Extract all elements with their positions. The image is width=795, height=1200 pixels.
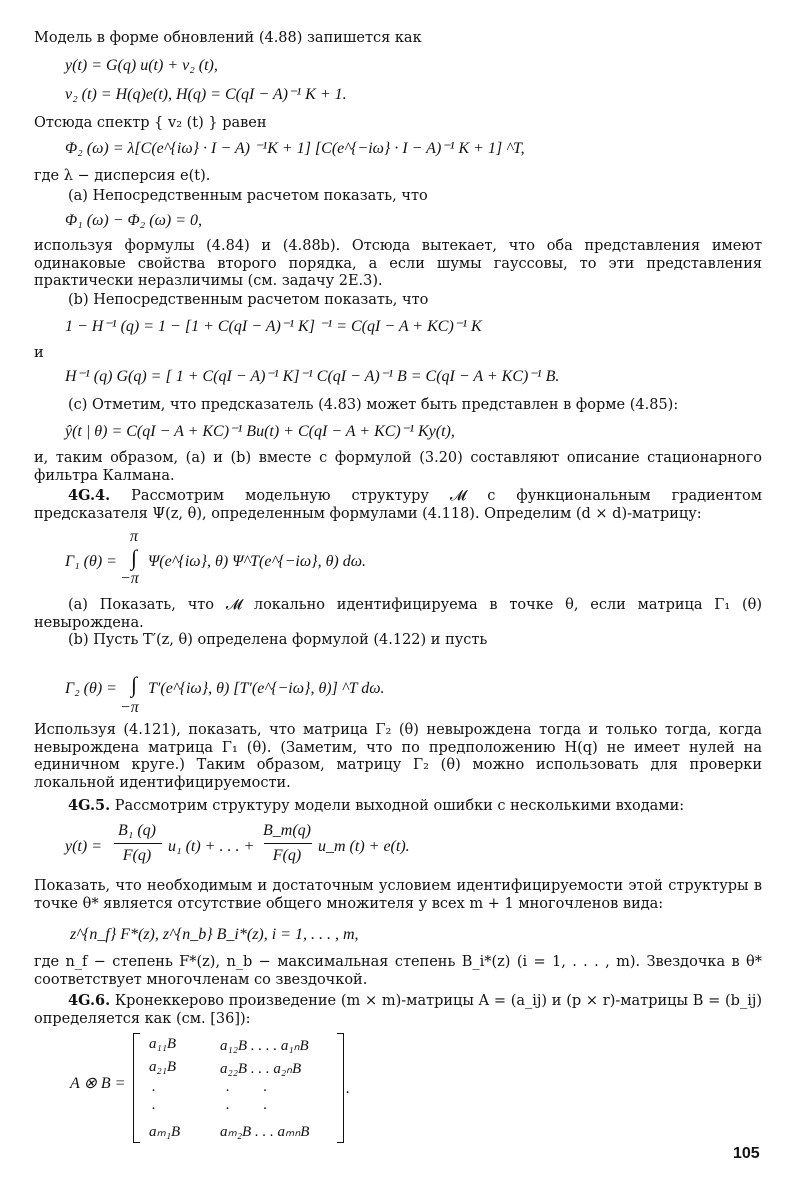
fraction-bar bbox=[264, 843, 312, 844]
text-line: (b) Непосредственным расчетом показать, что bbox=[68, 292, 429, 308]
text-line: (a) Непосредственным расчетом показать, что bbox=[68, 188, 428, 204]
equation: z^{n_f} F*(z), z^{n_b} B_i*(z), i = 1, . . . , m, bbox=[70, 926, 359, 943]
matrix-cell: a₁₂B . . . . a₁ₙB bbox=[220, 1038, 309, 1054]
matrix-cell: a₂₂B . . . a₂ₙB bbox=[220, 1061, 302, 1077]
paragraph: Используя (4.121), показать, что матрица Γ₂ (θ) невырождена тогда и только тогда, когда невырождена матрица Γ₁ (θ). (Заметим, что по предположению H(q) не имеет нулей на единичном круге.) Таким образом, матрицу Γ₂ (θ) можно использовать для проверки локальной идентифицируемости. bbox=[34, 722, 762, 791]
equation: Φ₂ (ω) = λ[C(e^{iω} · I − A) ⁻¹K + 1] [C(e^{−iω} · I − A)⁻¹ K + 1] ^T, bbox=[65, 140, 525, 157]
equation-part: u₁ (t) + . . . + bbox=[168, 838, 255, 855]
text-line: и bbox=[34, 345, 44, 361]
fraction-denominator: F(q) bbox=[122, 847, 152, 864]
exercise-text: Рассмотрим структуру модели выходной ошибки с несколькими входами: bbox=[110, 798, 685, 814]
paragraph: (a) Показать, что 𝓜 локально идентифицируема в точке θ, если матрица Γ₁ (θ) невырождена. bbox=[34, 597, 762, 631]
fraction-numerator: B₁ (q) bbox=[118, 822, 156, 839]
matrix-end: . bbox=[346, 1080, 350, 1097]
paragraph: и, таким образом, (a) и (b) вместе с формулой (3.20) составляют описание стационарного фильтра Калмана. bbox=[34, 450, 762, 484]
text-line: где λ − дисперсия e(t). bbox=[34, 168, 211, 184]
integral-lower: −π bbox=[120, 699, 139, 716]
page-number: 105 bbox=[733, 1145, 760, 1162]
paragraph: используя формулы (4.84) и (4.88b). Отсюда вытекает, что оба представления имеют одинаковые свойства второго порядка, а если шумы гауссовы, то эти представления практически неразличимы (см. задачу 2E.3). bbox=[34, 238, 762, 289]
exercise-label: 4G.5. bbox=[68, 797, 111, 814]
matrix-cell: . . bbox=[226, 1097, 268, 1113]
paragraph: Показать, что необходимым и достаточным условием идентифицируемости этой структуры в точке θ* является отсутствие общего множителя у всех m + 1 многочленов вида: bbox=[34, 878, 762, 912]
text-line: Отсюда спектр { v₂ (t) } равен bbox=[34, 115, 267, 131]
matrix-cell: a₁₁B bbox=[149, 1036, 177, 1052]
matrix-cell: . bbox=[152, 1079, 156, 1095]
equation: H⁻¹ (q) G(q) = [ 1 + C(qI − A)⁻¹ K]⁻¹ C(qI − A)⁻¹ B = C(qI − A + KC)⁻¹ B. bbox=[65, 368, 560, 385]
equation: Φ₁ (ω) − Φ₂ (ω) = 0, bbox=[65, 212, 202, 229]
matrix-left-bracket bbox=[133, 1033, 140, 1143]
text-line: (c) Отметим, что предсказатель (4.83) может быть представлен в форме (4.85): bbox=[68, 397, 679, 413]
matrix-cell: a₂₁B bbox=[149, 1059, 177, 1075]
exercise-paragraph bbox=[34, 797, 762, 816]
integral-sign: ∫ bbox=[131, 545, 138, 570]
integral-lower: −π bbox=[120, 570, 139, 587]
equation-body: Ψ(e^{iω}, θ) Ψ^T(e^{−iω}, θ) dω. bbox=[148, 553, 367, 570]
equation: 1 − H⁻¹ (q) = 1 − [1 + C(qI − A)⁻¹ K] ⁻¹ = C(qI − A + KC)⁻¹ K bbox=[65, 318, 482, 335]
equation: y(t) = G(q) u(t) + v₂ (t), bbox=[65, 57, 218, 74]
paragraph: где n_f − степень F*(z), n_b − максимальная степень B_i*(z) (i = 1, . . . , m). Звездочка в θ* соответствует многочленам со звездочкой. bbox=[34, 954, 762, 988]
equation-lhs: Γ₂ (θ) = bbox=[65, 680, 117, 697]
fraction-denominator: F(q) bbox=[272, 847, 302, 864]
matrix-right-bracket bbox=[337, 1033, 344, 1143]
matrix-cell: . bbox=[152, 1097, 156, 1113]
equation-body: T′(e^{iω}, θ) [T′(e^{−iω}, θ)] ^T dω. bbox=[148, 680, 385, 697]
text-line: (b) Пусть T′(z, θ) определена формулой (4.122) и пусть bbox=[68, 632, 488, 648]
exercise-text: Кронеккерово произведение (m × m)-матрицы A = (a_ij) и (p × r)-матрицы B = (b_ij) определяется как (см. [36]): bbox=[34, 993, 762, 1027]
integral-upper: π bbox=[130, 528, 139, 545]
fraction-bar bbox=[114, 843, 162, 844]
exercise-label: 4G.6. bbox=[68, 992, 111, 1009]
matrix-cell: aₘ₁B bbox=[149, 1124, 181, 1140]
matrix-cell: . . bbox=[226, 1079, 268, 1095]
equation: v₂ (t) = H(q)e(t), H(q) = C(qI − A)⁻¹ K + 1. bbox=[65, 86, 347, 103]
exercise-paragraph bbox=[34, 487, 762, 523]
exercise-paragraph bbox=[34, 992, 762, 1028]
integral-sign: ∫ bbox=[131, 672, 138, 697]
text-line: Модель в форме обновлений (4.88) запишется как bbox=[34, 30, 422, 46]
equation: ŷ(t | θ) = C(qI − A + KC)⁻¹ Bu(t) + C(qI − A + KC)⁻¹ Ky(t), bbox=[65, 423, 455, 440]
exercise-text: Рассмотрим модельную структуру 𝓜 с функциональным градиентом предсказателя Ψ(z, θ), определенным формулами (4.118). Определим (d × d)-матрицу: bbox=[34, 488, 762, 522]
matrix-cell: aₘ₂B . . . aₘₙB bbox=[220, 1124, 310, 1140]
matrix-lhs: A ⊗ B = bbox=[70, 1075, 126, 1092]
exercise-label: 4G.4. bbox=[68, 487, 111, 504]
equation-part: u_m (t) + e(t). bbox=[318, 838, 410, 855]
equation-lhs: y(t) = bbox=[65, 838, 102, 855]
fraction-numerator: B_m(q) bbox=[263, 822, 311, 839]
equation-lhs: Γ₁ (θ) = bbox=[65, 553, 117, 570]
